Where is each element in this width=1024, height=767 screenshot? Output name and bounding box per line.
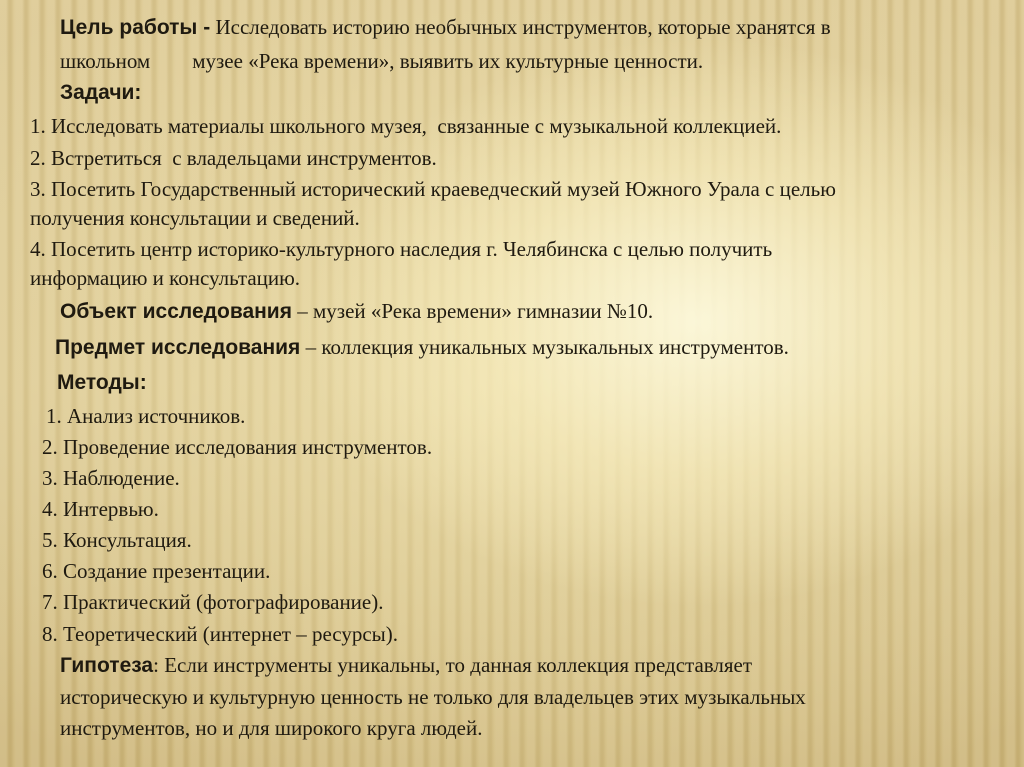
hypothesis-line-1 xyxy=(60,652,752,679)
subject-text: – коллекция уникальных музыкальных инструментов. xyxy=(300,335,789,359)
object-text: – музей «Река времени» гимназии №10. xyxy=(291,299,654,323)
method-item: 1. Анализ источников. xyxy=(46,404,246,428)
method-item: 4. Интервью. xyxy=(42,497,159,521)
hypothesis-text: Если инструменты уникальны, то данная коллекция представляет xyxy=(158,653,753,677)
tasks-heading: Задачи: xyxy=(60,81,142,104)
task-item-continued: информацию и консультацию. xyxy=(30,266,301,290)
task-item: 2. Встретиться с владельцами инструментов. xyxy=(30,146,437,170)
goal-label: Цель работы - xyxy=(60,16,211,39)
task-item: 3. Посетить Государственный исторический краеведческий музей Южного Урала с целью xyxy=(30,177,836,201)
method-item: 6. Создание презентации. xyxy=(42,559,271,583)
task-item: 1. Исследовать материалы школьного музея, связанные с музыкальной коллекцией. xyxy=(30,114,782,138)
subject-line xyxy=(55,334,789,361)
hypothesis-line-3: инструментов, но и для широкого круга людей. xyxy=(60,716,483,740)
method-item: 7. Практический (фотографирование). xyxy=(42,590,384,614)
hypothesis-colon: : xyxy=(153,653,159,677)
goal-line-1 xyxy=(60,14,831,41)
method-item: 2. Проведение исследования инструментов. xyxy=(42,435,433,459)
hypothesis-label: Гипотеза xyxy=(60,654,154,677)
object-label: Объект исследования xyxy=(60,300,292,323)
goal-text: Исследовать историю необычных инструментов, которые хранятся в xyxy=(210,15,831,39)
method-item: 8. Теоретический (интернет – ресурсы). xyxy=(42,622,399,646)
goal-line-2: школьном музее «Река времени», выявить их культурные ценности. xyxy=(60,49,704,73)
methods-heading: Методы: xyxy=(57,371,147,394)
hypothesis-line-2: историческую и культурную ценность не только для владельцев этих музыкальных xyxy=(60,685,806,709)
object-line xyxy=(60,298,653,325)
method-item: 3. Наблюдение. xyxy=(42,466,180,490)
task-item: 4. Посетить центр историко-культурного наследия г. Челябинска с целью получить xyxy=(30,237,773,261)
task-item-continued: получения консультации и сведений. xyxy=(30,206,360,230)
method-item: 5. Консультация. xyxy=(42,528,192,552)
subject-label: Предмет исследования xyxy=(55,336,301,359)
